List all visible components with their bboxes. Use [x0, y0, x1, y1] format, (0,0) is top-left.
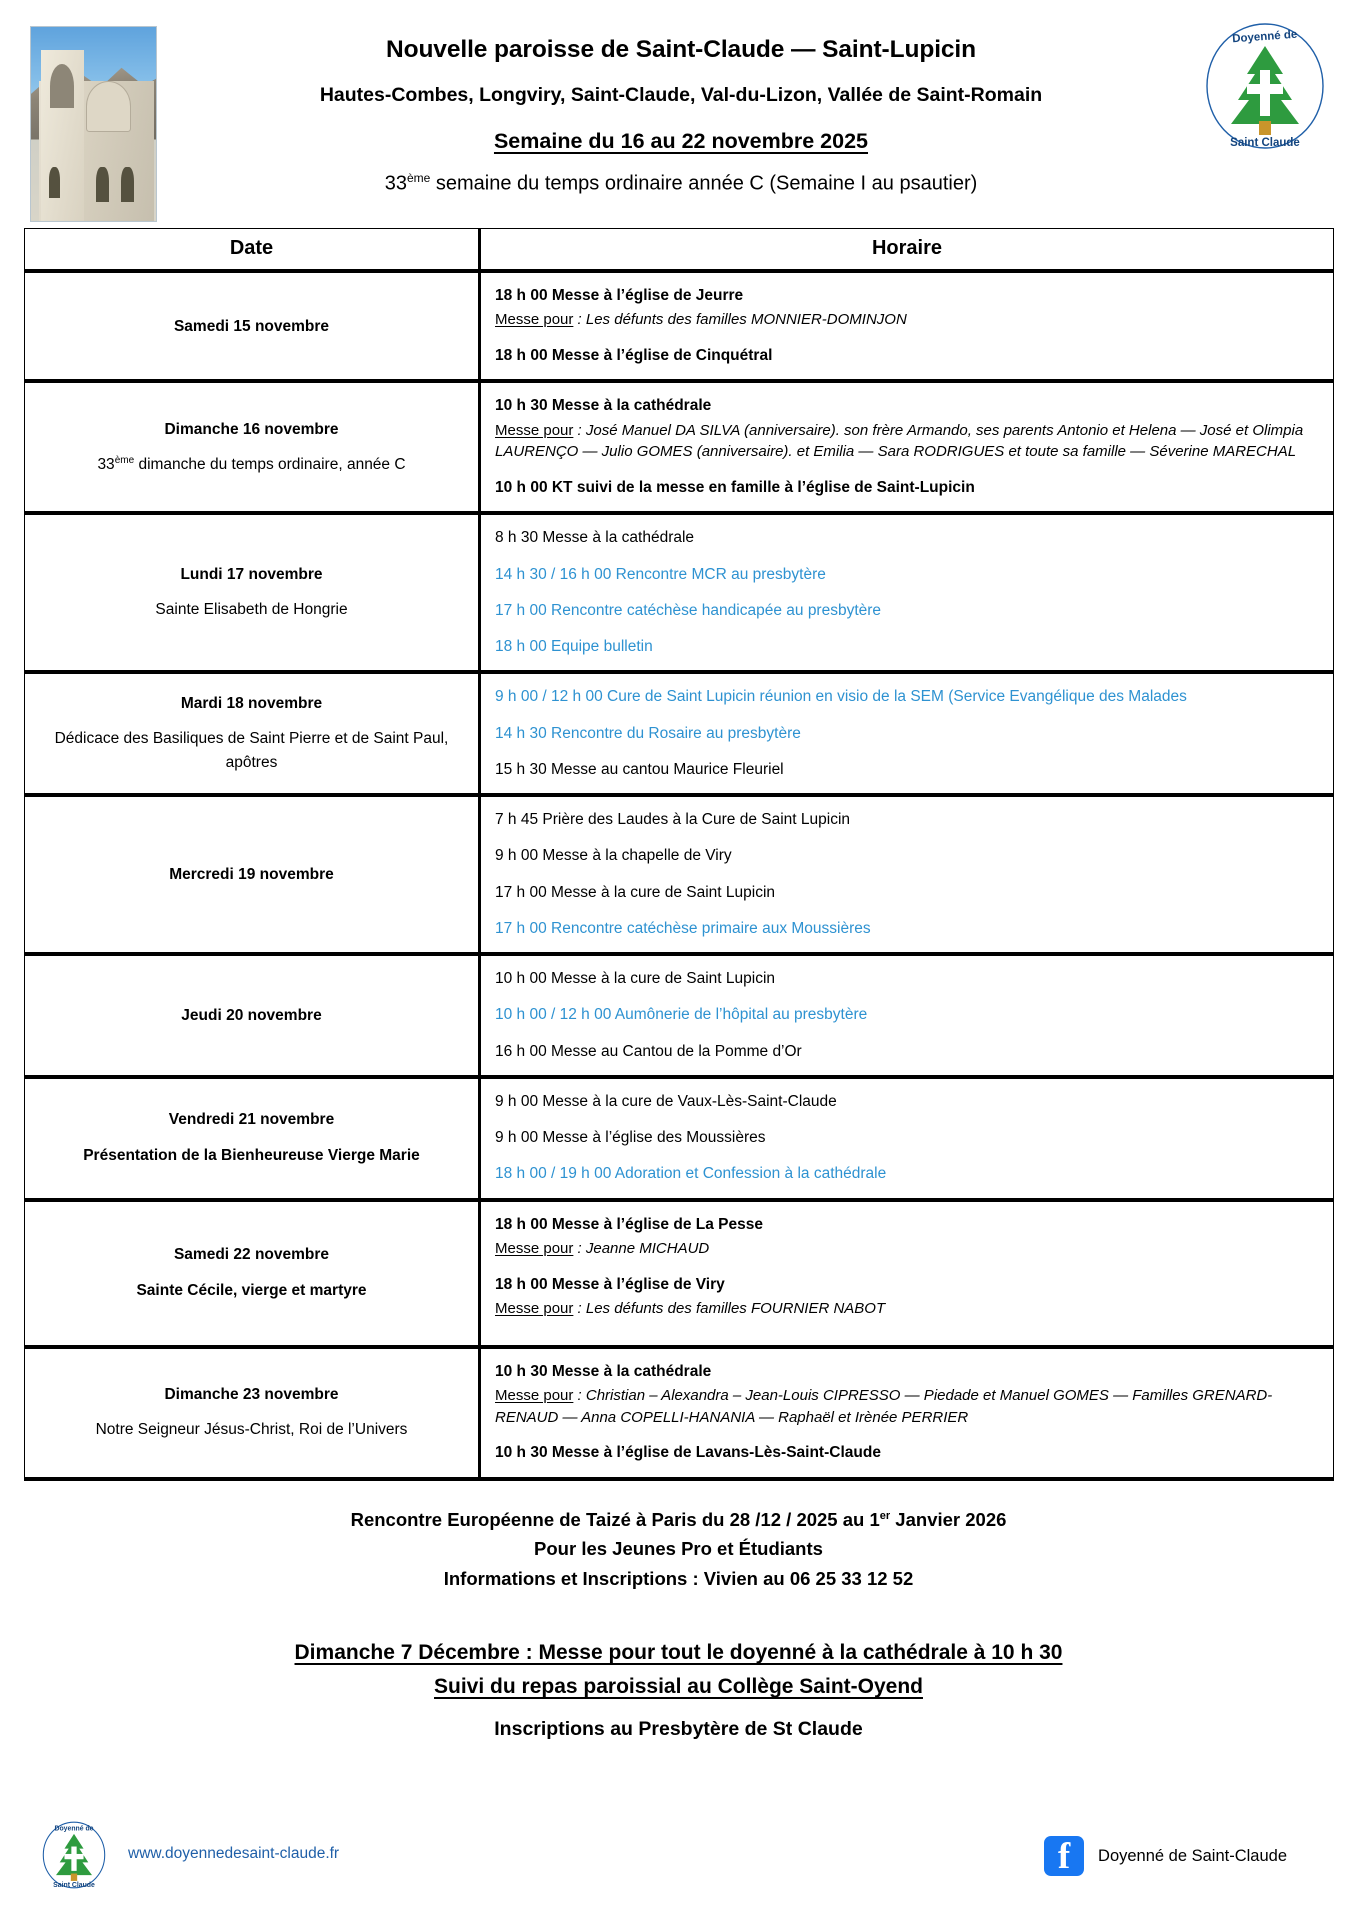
mass-intention-names: : José Manuel DA SILVA (anniversaire). son frère Armando, ses parents Antonio et Helena — José et Olimpia LAURENÇO — Julio GOMES (anniversaire). et Emilia — Sara RODRIGUES et toute sa famille — Séverine MARECHAL — [495, 421, 1304, 461]
season-rest: semaine du temps ordinaire année C (Semaine I au psautier) — [430, 172, 978, 195]
week-range: Semaine du 16 au 22 novembre 2025 — [493, 129, 869, 153]
day-label: Dimanche 23 novembre — [164, 1385, 339, 1403]
season-number: 33 — [384, 172, 407, 195]
day-label: Mardi 18 novembre — [180, 694, 323, 712]
photo-bell-tower — [41, 50, 84, 221]
day-feast-label — [37, 453, 466, 477]
table-row — [25, 672, 1334, 795]
day-feast-label: Présentation de la Bienheureuse Vierge Marie — [83, 1146, 420, 1164]
taize-line-1 — [0, 1505, 1357, 1535]
day-label: Samedi 22 novembre — [173, 1246, 330, 1264]
december-line-2: Suivi du repas paroissial au Collège Saint-Oyend — [434, 1675, 923, 1699]
schedule-events-cell — [480, 381, 1334, 513]
announcements — [0, 1505, 1357, 1747]
table-row — [25, 1200, 1334, 1347]
schedule-event: 10 h 00 / 12 h 00 Aumônerie de l’hôpital au presbytère — [495, 1006, 868, 1024]
table-row — [25, 795, 1334, 954]
day-label: Dimanche 16 novembre — [164, 420, 339, 438]
schedule-events-cell — [480, 795, 1334, 954]
day-label: Jeudi 20 novembre — [181, 1006, 322, 1024]
schedule-event: 18 h 00 Messe à l’église de Viry — [495, 1275, 725, 1293]
schedule-event: 18 h 00 Messe à l’église de Cinquétral — [495, 347, 773, 364]
mass-intention-names: : Jeanne MICHAUD — [573, 1239, 710, 1257]
day-feast-label: Dédicace des Basiliques de Saint Pierre et de Saint Paul, apôtres — [54, 730, 449, 772]
schedule-date-cell — [25, 954, 480, 1077]
liturgical-season — [190, 171, 1172, 196]
schedule-event: 9 h 00 Messe à la cure de Vaux-Lès-Saint-Claude — [495, 1092, 837, 1110]
svg-text:Doyenné de: Doyenné de — [54, 1825, 94, 1833]
schedule-event: 18 h 00 / 19 h 00 Adoration et Confession à la cathédrale — [495, 1165, 887, 1183]
mass-intention-names: : Christian – Alexandra – Jean-Louis CIPRESSO — Piedade et Manuel GOMES — Familles GRENARD-RENAUD — Anna COPELLI-HANANIA — Raphaël et Irènée PERRIER — [495, 1386, 1273, 1426]
taize-line-3: Informations et Inscriptions : Vivien au 06 25 33 12 52 — [443, 1568, 914, 1590]
announcement-block-december — [0, 1636, 1357, 1746]
day-label: Lundi 17 novembre — [180, 566, 323, 584]
schedule-events-cell — [480, 271, 1334, 381]
schedule-events-cell — [480, 672, 1334, 795]
table-header-row — [25, 229, 1334, 272]
footer-fir-tree-cross-logo-svg — [38, 1816, 110, 1894]
schedule-events-cell — [480, 1347, 1334, 1479]
day-label: Vendredi 21 novembre — [168, 1111, 335, 1129]
facebook-page-name: Doyenné de Saint-Claude — [1098, 1846, 1287, 1865]
photo-church-dome — [86, 81, 131, 131]
day-ordinal-rest: dimanche du temps ordinaire, année C — [134, 455, 406, 473]
footer-doyenne-logo — [38, 1816, 110, 1894]
mass-intention-label: Messe pour — [495, 1239, 574, 1257]
schedule-event: 10 h 30 Messe à l’église de Lavans-Lès-Saint-Claude — [495, 1444, 881, 1462]
schedule-date-cell — [25, 513, 480, 672]
mass-intention-label: Messe pour — [495, 421, 574, 439]
schedule-event: 14 h 30 / 16 h 00 Rencontre MCR au presbytère — [495, 565, 826, 583]
table-row — [25, 954, 1334, 1077]
schedule-event: 10 h 30 Messe à la cathédrale — [495, 397, 712, 415]
day-ordinal-number: 33 — [97, 455, 115, 473]
schedule-events-cell — [480, 513, 1334, 672]
schedule-events-cell — [480, 954, 1334, 1077]
schedule-event: 9 h 00 Messe à la chapelle de Viry — [495, 847, 732, 865]
fir-tree-cross-logo-svg — [1197, 18, 1333, 154]
mass-intention-names: : Les défunts des familles FOURNIER NABOT — [573, 1299, 886, 1317]
table-row — [25, 381, 1334, 513]
taize-line-1-post: Janvier 2026 — [890, 1508, 1007, 1530]
page-header — [0, 0, 1357, 228]
svg-text:Doyenné de: Doyenné de — [1231, 28, 1298, 46]
schedule-event: 10 h 30 Messe à la cathédrale — [495, 1362, 712, 1380]
schedule-events-cell — [480, 1077, 1334, 1200]
table-head — [25, 229, 1334, 272]
day-feast-label: Notre Seigneur Jésus-Christ, Roi de l’Univers — [95, 1421, 408, 1439]
taize-ordinal-suffix: er — [879, 1509, 891, 1522]
svg-text:Saint Claude: Saint Claude — [53, 1881, 95, 1889]
website-url[interactable]: www.doyennedesaint-claude.fr — [128, 1845, 340, 1862]
mass-intention-names: : Les défunts des familles MONNIER-DOMINJON — [573, 311, 907, 329]
december-line-1: Dimanche 7 Décembre : Messe pour tout le doyenné à la cathédrale à 10 h 30 — [294, 1641, 1063, 1665]
announcement-block-taize — [0, 1505, 1357, 1595]
day-feast-label: Sainte Elisabeth de Hongrie — [155, 601, 348, 619]
day-feast-label: Sainte Cécile, vierge et martyre — [136, 1281, 367, 1299]
schedule-date-cell — [25, 1347, 480, 1479]
schedule-event: 9 h 00 Messe à l’église des Moussières — [495, 1129, 766, 1146]
mass-intention-label: Messe pour — [495, 1299, 574, 1317]
day-label: Samedi 15 novembre — [173, 317, 330, 335]
schedule-event: 18 h 00 Messe à l’église de La Pesse — [495, 1215, 763, 1233]
schedule-event: 18 h 00 Equipe bulletin — [495, 638, 653, 655]
table-row — [25, 513, 1334, 672]
mass-intention-label: Messe pour — [495, 1386, 574, 1404]
schedule-event: 18 h 00 Messe à l’église de Jeurre — [495, 287, 744, 304]
table-body — [25, 271, 1334, 1479]
schedule-date-cell — [25, 271, 480, 381]
schedule-event: 17 h 00 Rencontre catéchèse handicapée au presbytère — [495, 601, 882, 619]
photo-window — [121, 167, 134, 202]
mass-intention — [495, 1238, 1333, 1260]
schedule-event: 16 h 00 Messe au Cantou de la Pomme d’Or — [495, 1042, 802, 1060]
mass-intention — [495, 420, 1333, 464]
taize-line-2: Pour les Jeunes Pro et Étudiants — [534, 1538, 823, 1560]
schedule-event: 14 h 30 Rencontre du Rosaire au presbytère — [495, 724, 801, 742]
mass-intention-label: Messe pour — [495, 311, 574, 329]
taize-line-1-pre: Rencontre Européenne de Taizé à Paris du 28 /12 / 2025 au 1 — [350, 1508, 880, 1530]
schedule-event: 10 h 00 Messe à la cure de Saint Lupicin — [495, 970, 776, 987]
table-row — [25, 1347, 1334, 1479]
december-line-3: Inscriptions au Presbytère de St Claude — [494, 1718, 863, 1741]
mass-intention — [495, 1298, 1333, 1320]
facebook-icon[interactable] — [1044, 1836, 1084, 1876]
schedule-event: 8 h 30 Messe à la cathédrale — [495, 529, 695, 547]
day-label: Mercredi 19 novembre — [169, 865, 334, 883]
svg-text:Saint Claude: Saint Claude — [1230, 137, 1300, 149]
photo-window — [96, 167, 109, 202]
cathedral-photo — [30, 26, 157, 222]
schedule-event: 10 h 00 KT suivi de la messe en famille à l’église de Saint-Lupicin — [495, 479, 975, 496]
mass-intention — [495, 1385, 1333, 1429]
photo-window — [49, 167, 60, 198]
day-ordinal-suffix: ème — [114, 454, 135, 466]
facebook-link[interactable] — [1044, 1836, 1287, 1876]
schedule-event: 17 h 00 Rencontre catéchèse primaire aux Moussières — [495, 919, 871, 937]
column-header-date: Date — [25, 229, 480, 272]
schedule-events-cell — [480, 1200, 1334, 1347]
schedule-date-cell — [25, 1077, 480, 1200]
page-footer — [0, 1812, 1357, 1898]
facebook-icon-glyph: f — [1057, 1836, 1071, 1877]
schedule-event: 9 h 00 / 12 h 00 Cure de Saint Lupicin réunion en visio de la SEM (Service Evangélique des Malades — [495, 688, 1187, 706]
schedule-date-cell — [25, 672, 480, 795]
schedule-event: 7 h 45 Prière des Laudes à la Cure de Saint Lupicin — [495, 811, 851, 828]
column-header-horaire: Horaire — [480, 229, 1334, 272]
parish-communities: Hautes-Combes, Longviry, Saint-Claude, Val-du-Lizon, Vallée de Saint-Romain — [319, 84, 1043, 106]
page-title: Nouvelle paroisse de Saint-Claude — Saint-Lupicin — [385, 36, 976, 63]
schedule-event: 15 h 30 Messe au cantou Maurice Fleuriel — [495, 760, 784, 778]
season-ordinal-suffix: ème — [406, 171, 431, 185]
mass-intention — [495, 309, 1333, 331]
schedule-date-cell — [25, 795, 480, 954]
header-titles — [190, 36, 1172, 196]
table-row — [25, 271, 1334, 381]
schedule-event: 17 h 00 Messe à la cure de Saint Lupicin — [495, 883, 776, 901]
schedule-date-cell — [25, 381, 480, 513]
table-row — [25, 1077, 1334, 1200]
weekly-schedule-table — [24, 228, 1334, 1481]
doyenne-logo — [1197, 18, 1333, 154]
schedule-date-cell — [25, 1200, 480, 1347]
